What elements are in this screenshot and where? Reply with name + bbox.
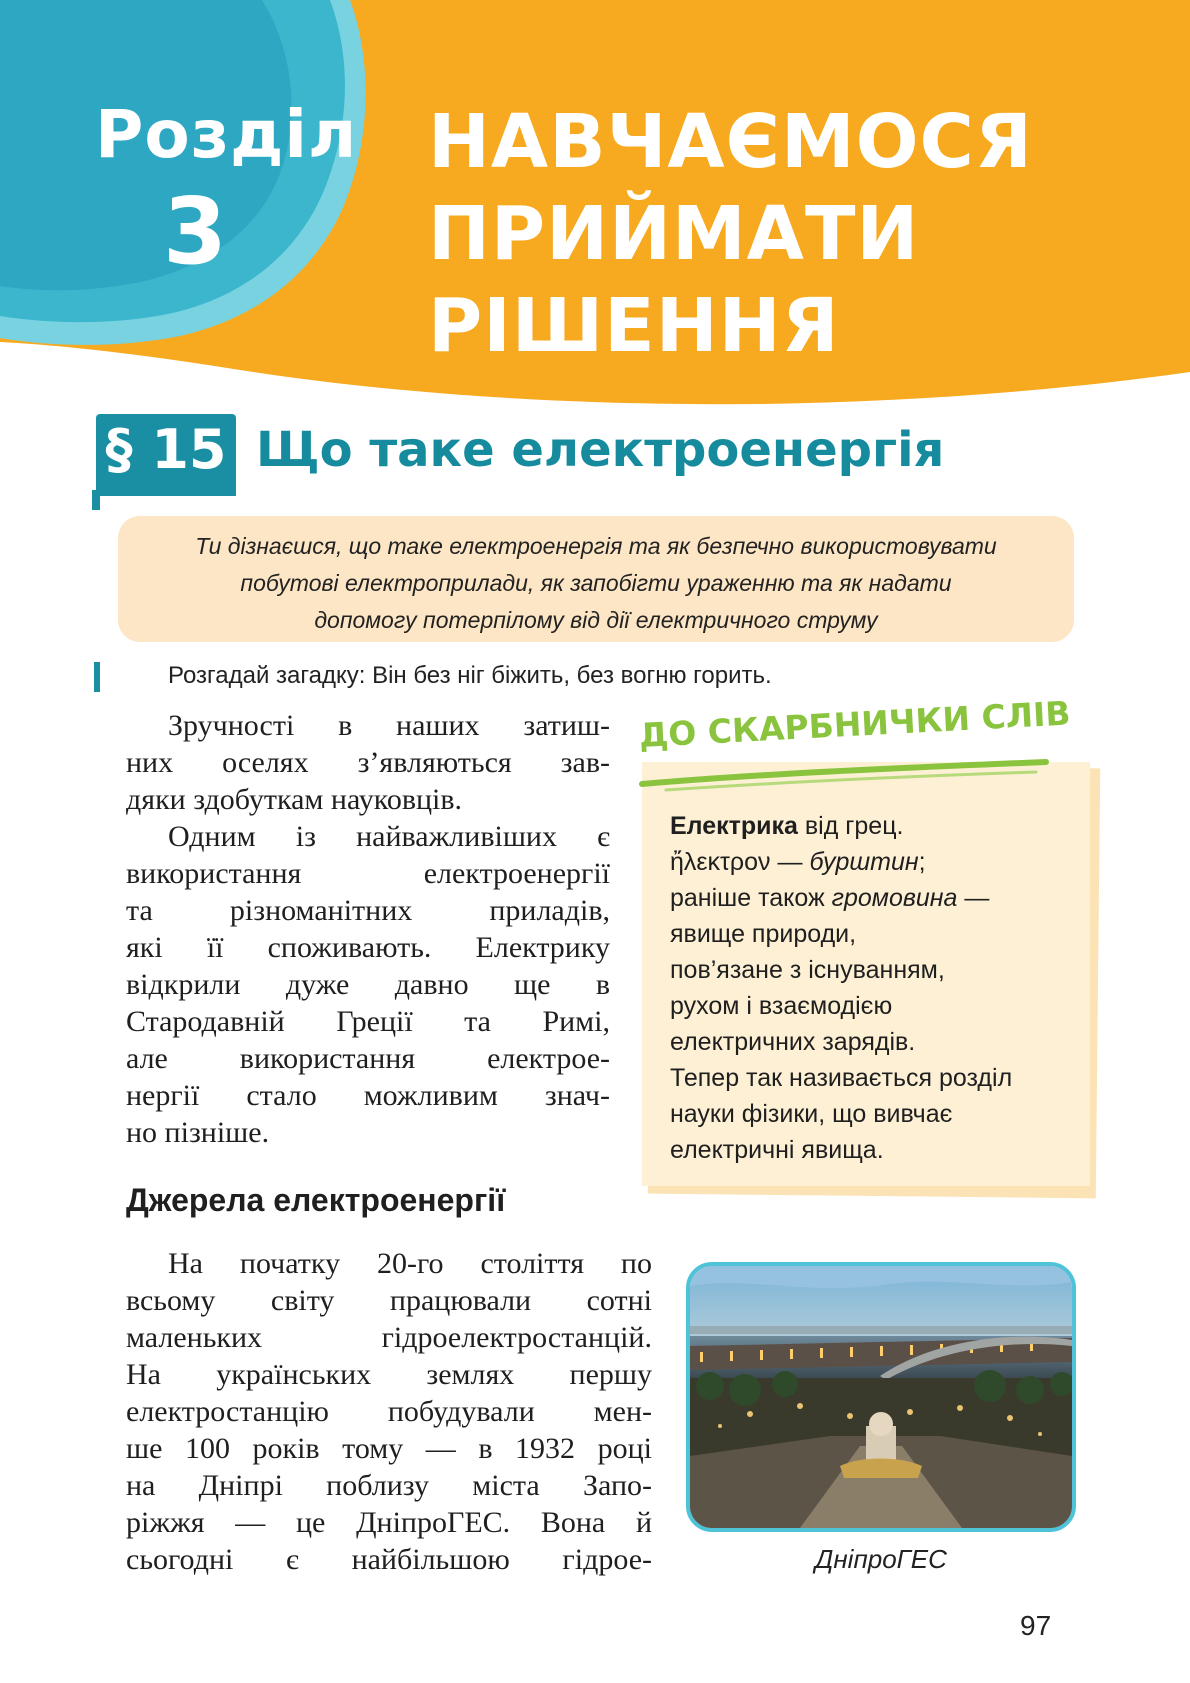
- vocab-meaning: бурштин: [809, 848, 919, 876]
- section-number: § 15: [105, 418, 227, 481]
- text-line: них оселях з’являються зав-: [126, 746, 610, 779]
- vocab-line: електричні явища.: [670, 1136, 884, 1164]
- vocab-line: електричних зарядів.: [670, 1028, 916, 1056]
- text-line: На українських землях першу: [126, 1358, 652, 1391]
- text-line: на Дніпрі поблизу міста Запо-: [126, 1469, 652, 1502]
- text-line: ріжжя — це ДніпроГЕС. Вона й: [126, 1506, 652, 1539]
- vocab-heading: ДО СКАРБНИЧКИ СЛІВ: [637, 693, 1072, 755]
- text-line: сьогодні є найбільшою гідрое-: [126, 1543, 652, 1576]
- chapter-title-line: РІШЕННЯ: [428, 283, 840, 369]
- chapter-number: 3: [162, 178, 227, 285]
- vocab-term: Електрика: [670, 812, 798, 840]
- intro-line: побутові електроприлади, як запобігти ураженню та як надати: [240, 570, 952, 596]
- text-line: відкрили дуже давно ще в: [126, 968, 610, 1001]
- dam-illustration: [690, 1266, 1072, 1528]
- riddle-marker: [94, 662, 100, 692]
- dniprohes-photo: [686, 1262, 1076, 1532]
- vocab-line: Електрика від грец.: [670, 812, 904, 840]
- text-line: Зручності в наших затиш-: [168, 709, 610, 742]
- text-line: ше 100 років тому — в 1932 році: [126, 1432, 652, 1465]
- body-paragraph-1: [126, 707, 610, 1151]
- section-title: Що таке електроенергія: [256, 422, 945, 478]
- text-line: На початку 20-го століття по: [168, 1247, 652, 1280]
- text-line: нергії стало можливим знач-: [126, 1079, 610, 1112]
- text-line: Стародавній Греції та Римі,: [126, 1005, 610, 1038]
- vocab-line: рухом і взаємодією: [670, 992, 893, 1020]
- page-number: 97: [1020, 1610, 1052, 1641]
- intro-text: [118, 528, 1074, 639]
- text-line: використання електроенергії: [126, 857, 610, 890]
- vocab-line: Тепер так називається розділ: [670, 1064, 1013, 1092]
- vocab-line: ἤλεκτρον — бурштин;: [670, 848, 926, 876]
- text-line: Одним із найважливіших є: [168, 820, 610, 853]
- vocab-line: явище природи,: [670, 920, 857, 948]
- text-line: але використання електрое-: [126, 1042, 610, 1075]
- chapter-title: [428, 96, 1033, 372]
- vocab-line: раніше також громовина —: [670, 884, 990, 912]
- chapter-label: Розділ: [95, 96, 358, 173]
- chapter-header: [0, 0, 1190, 420]
- text-line: які її споживають. Електрику: [126, 931, 610, 964]
- section-badge-tail: [92, 490, 100, 510]
- vocab-underline: [636, 752, 1056, 792]
- riddle-text: Розгадай загадку: Він без ніг біжить, без вогню горить.: [168, 662, 772, 689]
- vocab-greek: ἤλεκτρον: [670, 848, 771, 876]
- intro-line: Ти дізнаєшся, що таке електроенергія та як безпечно використовувати: [195, 533, 997, 559]
- subheading: Джерела електроенергії: [126, 1182, 506, 1218]
- intro-line: допомогу потерпілому від дії електричного струму: [314, 607, 878, 633]
- vocab-line: пов’язане з існуванням,: [670, 956, 945, 984]
- vocab-definition: [670, 808, 1080, 1168]
- text-line: маленьких гідроелектростанцій.: [126, 1321, 652, 1354]
- text-line: та різноманітних приладів,: [126, 894, 610, 927]
- text-line: всьому світу працювали сотні: [126, 1284, 652, 1317]
- vocab-line: науки фізики, що вивчає: [670, 1100, 953, 1128]
- chapter-title-line: ПРИЙМАТИ: [428, 191, 920, 277]
- photo-caption: ДніпроГЕС: [815, 1544, 947, 1574]
- text-line: но пізніше.: [126, 1116, 270, 1149]
- text-line: електростанцію побудували мен-: [126, 1395, 652, 1428]
- text-line: дяки здобуткам науковців.: [126, 783, 463, 816]
- body-paragraph-2: [126, 1245, 652, 1578]
- chapter-title-line: НАВЧАЄМОСЯ: [428, 99, 1033, 185]
